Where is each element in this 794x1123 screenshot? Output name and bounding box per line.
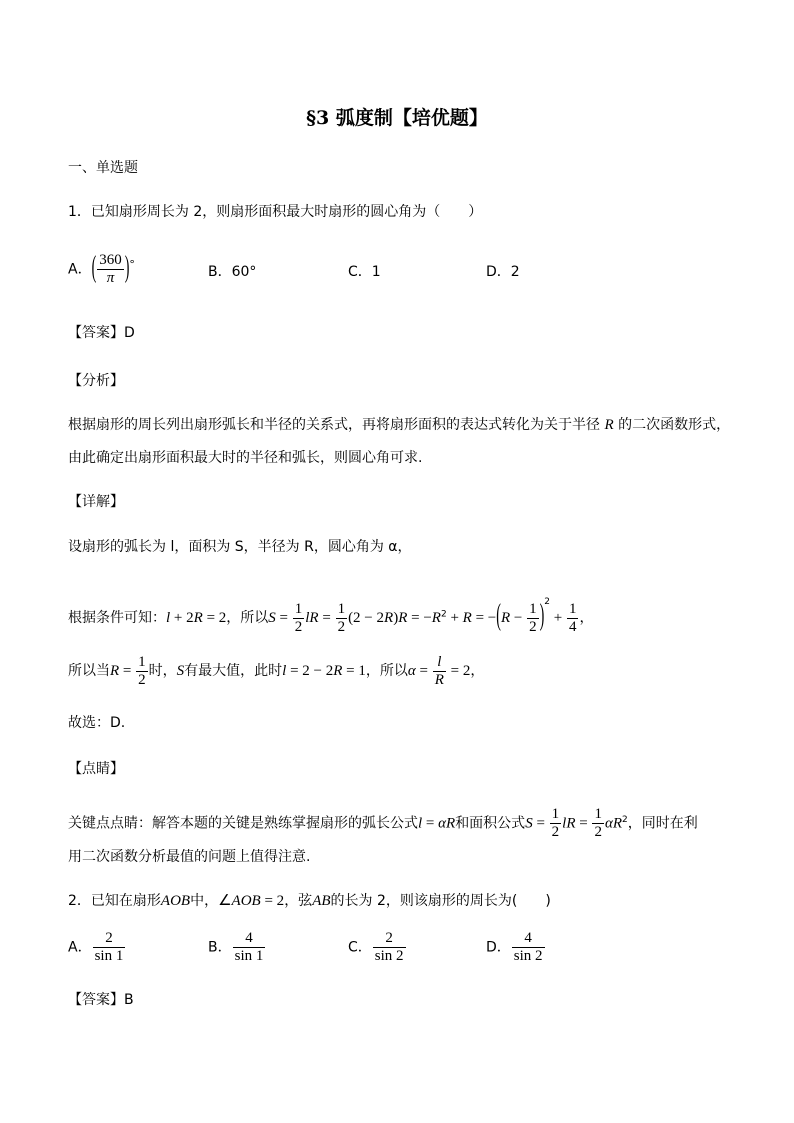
q1-option-a[interactable]: A．( $\frac{360}{\pi}$ )° xyxy=(68,251,135,286)
q1-option-b[interactable]: B．60° xyxy=(208,264,257,280)
q2-option-d[interactable]: D． $\frac{4}{\sin 2}$ xyxy=(486,930,543,964)
q2-answer: 【答案】B xyxy=(68,992,134,1008)
q1-conclusion: 故选：D. xyxy=(68,715,126,731)
question-1-stem: 1．已知扇形周长为 2，则扇形面积最大时扇形的圆心角为（ ） xyxy=(68,204,483,220)
q2-option-c[interactable]: C． $\frac{2}{\sin 2}$ xyxy=(348,930,404,964)
q1-point-line-1: 关键点点睛：解答本题的关键是熟练掌握扇形的弧长公式l = αR和面积公式S = $\frac{1}{2}$ lR = $\frac{1}{2}$ $\alpha R^2$，同时在利 xyxy=(68,806,698,841)
q1-analysis-line-2: 由此确定出扇形面积最大时的半径和弧长，则圆心角可求. xyxy=(68,450,423,466)
q1-analysis-label: 【分析】 xyxy=(68,373,124,389)
question-2-stem: 2．已知在扇形AOB中，∠AOB = 2，弦AB的长为 2，则该扇形的周长为( ) xyxy=(68,893,551,909)
q1-point-line-2: 用二次函数分析最值的问题上值得注意. xyxy=(68,849,311,865)
q2-option-b[interactable]: B． $\frac{4}{\sin 1}$ xyxy=(208,930,264,964)
q1-detail-line-2: 根据条件可知：l + 2R = 2，所以S = $\frac{1}{2}$ lR = $\frac{1}{2}$ $(2 - 2R)R = -R^2 + R = -(R$ − $\frac{1}{2}$ )$^2$ + $\frac{1}{4}$ ， xyxy=(68,597,594,635)
q1-option-d[interactable]: D．2 xyxy=(486,264,520,280)
q1-detail-line-3: 所以当R = $\frac{1}{2}$ 时，S有最大值，此时l = 2 − 2R = 1，所以α = $\frac{l}{R}$ = 2， xyxy=(68,653,485,688)
q1-option-a-fraction: $\frac{360}{\pi}$ xyxy=(99,252,122,286)
q1-option-c[interactable]: C．1 xyxy=(348,264,381,280)
q1-option-a-label: A． xyxy=(68,261,92,278)
q1-answer: 【答案】D xyxy=(68,325,135,341)
q2-option-a[interactable]: A． $\frac{2}{\sin 1}$ xyxy=(68,930,124,964)
q1-detail-label: 【详解】 xyxy=(68,494,124,510)
page-title: §3 弧度制【培优题】 xyxy=(306,107,488,129)
q1-detail-line-1: 设扇形的弧长为 l，面积为 S，半径为 R，圆心角为 α， xyxy=(68,539,412,555)
q1-analysis-line-1: 根据扇形的周长列出扇形弧长和半径的关系式，再将扇形面积的表达式转化为关于半径 R 的二次函数形式， xyxy=(68,417,731,433)
q1-point-label: 【点睛】 xyxy=(68,761,124,777)
section-heading: 一、单选题 xyxy=(68,160,138,176)
